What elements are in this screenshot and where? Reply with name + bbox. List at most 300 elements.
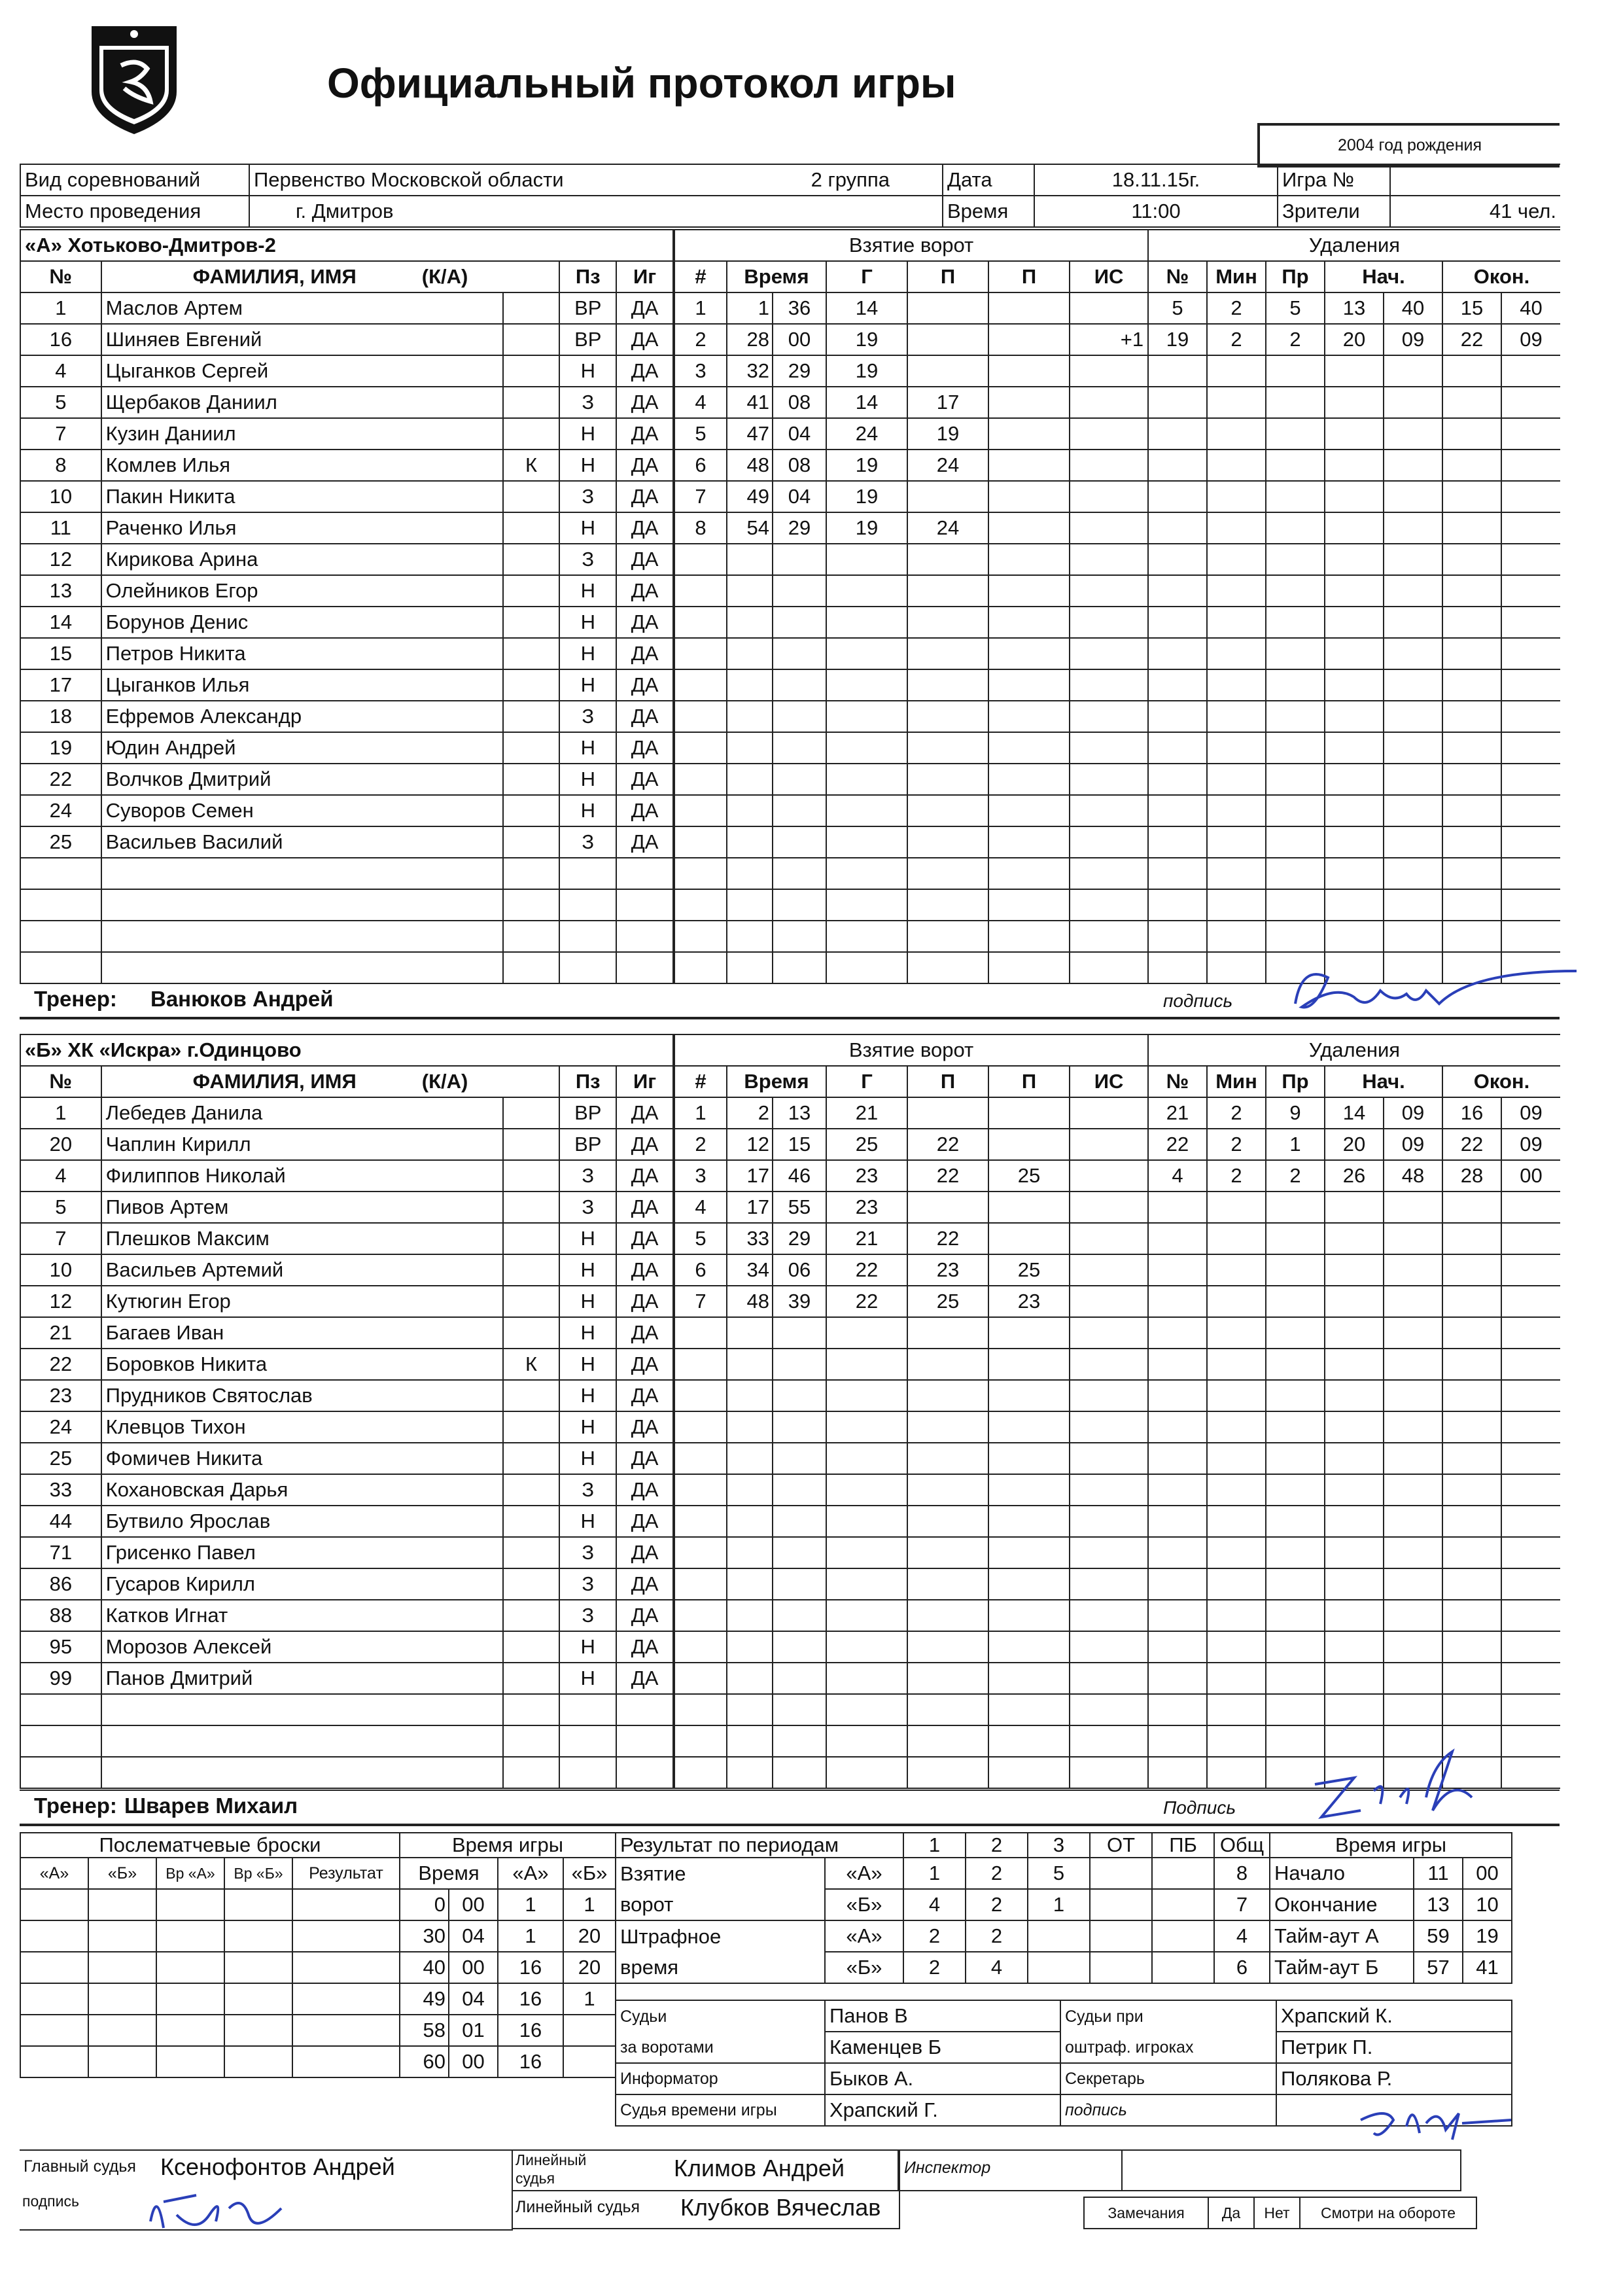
- penalty-reason: [1266, 1474, 1325, 1506]
- goal-scorer: [826, 575, 907, 607]
- goal-row: [674, 921, 1148, 952]
- penalty-end-sec: [1501, 418, 1560, 450]
- goal-number: [674, 701, 727, 732]
- player-captain: [503, 764, 560, 795]
- goal-second: [773, 795, 826, 826]
- penalty-start-min: [1325, 575, 1384, 607]
- penalty-end-min: [1442, 575, 1501, 607]
- goal-assist-1: 24: [907, 450, 988, 481]
- penalty-player: [1148, 355, 1207, 387]
- goal-scorer: [826, 732, 907, 764]
- player-name: Волчков Дмитрий: [101, 764, 503, 795]
- goal-situation: [1070, 638, 1148, 669]
- goal-minute: 17: [727, 1192, 773, 1223]
- player-played: ДА: [616, 1663, 673, 1694]
- penalty-row: [1148, 418, 1560, 450]
- player-captain: К: [503, 450, 560, 481]
- penalty-player: [1148, 1192, 1207, 1223]
- goal-row: [674, 1694, 1148, 1725]
- goal-row: [674, 450, 1148, 481]
- goal-number: 7: [674, 481, 727, 512]
- player-row: [20, 701, 673, 732]
- penalty-start-sec: [1384, 1317, 1442, 1349]
- col-pen-min: Мин: [1207, 1066, 1266, 1097]
- penalty-start-sec: [1384, 1631, 1442, 1663]
- penalty-row: [1148, 732, 1560, 764]
- goal-situation: [1070, 1097, 1148, 1129]
- player-number: 10: [20, 1254, 101, 1286]
- gametime-table: [399, 1832, 616, 2078]
- goal-minute: [727, 858, 773, 889]
- goal-minute: 34: [727, 1254, 773, 1286]
- penalty-player: [1148, 544, 1207, 575]
- player-name: Суворов Семен: [101, 795, 503, 826]
- player-name: Ефремов Александр: [101, 701, 503, 732]
- penalty-end-min: [1442, 544, 1501, 575]
- penalty-minutes: [1207, 858, 1266, 889]
- goal-row: [674, 889, 1148, 921]
- player-row: [20, 1694, 673, 1725]
- shootout-col-a: «А»: [20, 1858, 88, 1889]
- penalty-end-min: [1442, 1568, 1501, 1600]
- player-row: [20, 1097, 673, 1129]
- remarks-yes[interactable]: Да: [1208, 2197, 1254, 2229]
- player-captain: [503, 481, 560, 512]
- player-number: [20, 858, 101, 889]
- time-summary-title: Время игры: [1270, 1833, 1512, 1858]
- player-number: 11: [20, 512, 101, 544]
- remarks-no[interactable]: Нет: [1254, 2197, 1300, 2229]
- period-col-total: Общ: [1214, 1833, 1270, 1858]
- penalty-start-min: [1325, 450, 1384, 481]
- player-name: Шиняев Евгений: [101, 324, 503, 355]
- goal-scorer: [826, 1317, 907, 1349]
- player-name: Прудников Святослав: [101, 1380, 503, 1411]
- gametime-minute: 0: [400, 1889, 449, 1920]
- penalty-start-sec: [1384, 1286, 1442, 1317]
- penalty-end-sec: [1501, 1568, 1560, 1600]
- player-played: [616, 1694, 673, 1725]
- penalty-start-min: [1325, 418, 1384, 450]
- col-pen-start: Нач.: [1325, 1066, 1442, 1097]
- goal-scorer: [826, 1474, 907, 1506]
- penalty-reason: [1266, 795, 1325, 826]
- goal-number: [674, 1506, 727, 1537]
- penalty-minutes: [1207, 1568, 1266, 1600]
- player-row: [20, 952, 673, 983]
- player-name: Кирикова Арина: [101, 544, 503, 575]
- penalty-start-sec: [1384, 795, 1442, 826]
- goals-a-p1: 1: [903, 1858, 966, 1889]
- player-number: 33: [20, 1474, 101, 1506]
- goal-row: [674, 607, 1148, 638]
- penalty-row: [1148, 669, 1560, 701]
- player-played: ДА: [616, 1474, 673, 1506]
- penalty-reason: [1266, 1317, 1325, 1349]
- player-row: [20, 324, 673, 355]
- penalty-end-min: [1442, 669, 1501, 701]
- penalty-start-sec: [1384, 1192, 1442, 1223]
- player-played: ДА: [616, 1254, 673, 1286]
- goal-second: 39: [773, 1286, 826, 1317]
- penalty-end-min: 16: [1442, 1097, 1501, 1129]
- goal-assist-1: 24: [907, 512, 988, 544]
- goal-row: [674, 1097, 1148, 1129]
- goal-number: [674, 575, 727, 607]
- penalty-minutes: [1207, 1694, 1266, 1725]
- goal-minute: [727, 638, 773, 669]
- gametime-second: 01: [449, 2015, 498, 2046]
- goal-situation: [1070, 1757, 1148, 1788]
- player-row: [20, 450, 673, 481]
- penalty-end-min: [1442, 1411, 1501, 1443]
- penalty-minutes: [1207, 387, 1266, 418]
- head-ref-label: Главный судья: [24, 2157, 136, 2176]
- penalty-row: [1148, 450, 1560, 481]
- col-pen-start: Нач.: [1325, 261, 1442, 292]
- player-row: [20, 1568, 673, 1600]
- goal-minute: [727, 1663, 773, 1694]
- goal-situation: [1070, 764, 1148, 795]
- goal-situation: [1070, 1286, 1148, 1317]
- penalty-minutes: 2: [1207, 1129, 1266, 1160]
- goal-second: [773, 1317, 826, 1349]
- penalty-minutes: [1207, 1380, 1266, 1411]
- player-name: Васильев Василий: [101, 826, 503, 858]
- goal-minute: [727, 889, 773, 921]
- player-row: [20, 1474, 673, 1506]
- officials-sign-label: подпись: [1060, 2094, 1276, 2126]
- penalty-player: [1148, 795, 1207, 826]
- penalty-reason: [1266, 481, 1325, 512]
- player-position: З: [559, 481, 616, 512]
- penalty-minutes: [1207, 481, 1266, 512]
- shootout-title: Послематчевые броски: [20, 1833, 400, 1858]
- penalty-player: 21: [1148, 1097, 1207, 1129]
- shootout-col-tb: Вр «Б»: [224, 1858, 292, 1889]
- goal-situation: [1070, 1349, 1148, 1380]
- gametime-col-b: «Б»: [563, 1858, 616, 1889]
- linesman1: Климов Андрей: [674, 2155, 845, 2181]
- penalty-end-min: [1442, 1600, 1501, 1631]
- goal-assist-1: 22: [907, 1160, 988, 1192]
- time-label: Время: [943, 196, 1034, 227]
- penalty-minutes: [1207, 1192, 1266, 1223]
- player-number: [20, 1757, 101, 1788]
- penalty-start-sec: [1384, 1254, 1442, 1286]
- penalty-reason: 5: [1266, 292, 1325, 324]
- penalty-start-min: [1325, 1349, 1384, 1380]
- penalty-end-min: [1442, 418, 1501, 450]
- player-row: [20, 1506, 673, 1537]
- goal-situation: [1070, 669, 1148, 701]
- player-name: Раченко Илья: [101, 512, 503, 544]
- player-played: [616, 889, 673, 921]
- penalty-start-sec: [1384, 1411, 1442, 1443]
- player-name: Бутвило Ярослав: [101, 1506, 503, 1537]
- col-goal-g: Г: [826, 261, 907, 292]
- goal-minute: 12: [727, 1129, 773, 1160]
- player-played: ДА: [616, 324, 673, 355]
- player-played: ДА: [616, 418, 673, 450]
- goal-assist-2: [988, 826, 1070, 858]
- goal-scorer: [826, 1568, 907, 1600]
- goal-number: 5: [674, 1223, 727, 1254]
- goal-row: [674, 1254, 1148, 1286]
- penalty-start-sec: [1384, 1506, 1442, 1537]
- penalty-start-sec: [1384, 1663, 1442, 1694]
- goal-second: [773, 1443, 826, 1474]
- player-name: [101, 858, 503, 889]
- goals-a-ot: [1090, 1858, 1152, 1889]
- penalty-start-sec: [1384, 607, 1442, 638]
- team-a-penalties: [1147, 229, 1560, 984]
- goal-scorer: 23: [826, 1192, 907, 1223]
- goal-judge-1: Панов В: [825, 2000, 1060, 2032]
- player-captain: [503, 512, 560, 544]
- goal-assist-1: [907, 1443, 988, 1474]
- penalty-row: [1148, 292, 1560, 324]
- goal-scorer: 24: [826, 418, 907, 450]
- goal-situation: [1070, 795, 1148, 826]
- penalty-start-sec: [1384, 1380, 1442, 1411]
- gametime-goalie-a: 1: [498, 1920, 563, 1952]
- goal-minute: [727, 575, 773, 607]
- gametime-row: [400, 1889, 616, 1920]
- goal-second: 08: [773, 387, 826, 418]
- goal-second: 06: [773, 1254, 826, 1286]
- secretary-signature: [1348, 2094, 1518, 2146]
- player-played: ДА: [616, 795, 673, 826]
- gametime-goalie-a: 16: [498, 2046, 563, 2077]
- player-played: ДА: [616, 575, 673, 607]
- pim-b-ot: [1090, 1952, 1152, 1983]
- penalty-end-sec: [1501, 1757, 1560, 1788]
- penalty-minutes: 2: [1207, 324, 1266, 355]
- penalty-start-sec: 40: [1384, 292, 1442, 324]
- penalty-reason: [1266, 701, 1325, 732]
- goal-assist-1: [907, 1631, 988, 1663]
- penalty-start-min: [1325, 1192, 1384, 1223]
- goal-minute: 32: [727, 355, 773, 387]
- penalty-reason: [1266, 607, 1325, 638]
- start-m: 00: [1463, 1858, 1512, 1889]
- goal-scorer: [826, 1411, 907, 1443]
- goal-minute: 49: [727, 481, 773, 512]
- period-col-3: 3: [1028, 1833, 1090, 1858]
- penalty-end-sec: [1501, 1349, 1560, 1380]
- goal-scorer: [826, 1506, 907, 1537]
- gametime-goalie-b: 1: [563, 1889, 616, 1920]
- penalty-row: [1148, 355, 1560, 387]
- goal-row: [674, 1349, 1148, 1380]
- goal-minute: [727, 1380, 773, 1411]
- penalty-end-min: [1442, 795, 1501, 826]
- gametime-minute: 49: [400, 1983, 449, 2015]
- player-captain: [503, 1317, 560, 1349]
- player-captain: [503, 1129, 560, 1160]
- gametime-goalie-a: 16: [498, 1952, 563, 1983]
- penalty-end-sec: [1501, 1474, 1560, 1506]
- penalty-start-min: [1325, 1317, 1384, 1349]
- player-row: [20, 1443, 673, 1474]
- penalty-minutes: [1207, 1286, 1266, 1317]
- player-number: 44: [20, 1506, 101, 1537]
- goal-situation: [1070, 921, 1148, 952]
- player-row: [20, 1631, 673, 1663]
- goal-row: [674, 544, 1148, 575]
- penalty-start-sec: [1384, 387, 1442, 418]
- penalty-start-min: [1325, 764, 1384, 795]
- penalty-reason: 2: [1266, 1160, 1325, 1192]
- goal-number: [674, 1568, 727, 1600]
- goal-number: [674, 1757, 727, 1788]
- goal-scorer: [826, 889, 907, 921]
- penalty-reason: [1266, 826, 1325, 858]
- goal-number: [674, 1474, 727, 1506]
- penalty-end-min: [1442, 1474, 1501, 1506]
- col-goal-num: #: [674, 1066, 727, 1097]
- goal-situation: [1070, 607, 1148, 638]
- penalty-start-sec: [1384, 512, 1442, 544]
- player-number: 7: [20, 418, 101, 450]
- player-name: Грисенко Павел: [101, 1537, 503, 1568]
- player-position: ВР: [559, 324, 616, 355]
- penalty-end-sec: [1501, 1663, 1560, 1694]
- gametime-goalie-b: 20: [563, 1952, 616, 1983]
- goal-number: 8: [674, 512, 727, 544]
- shootout-col-b: «Б»: [88, 1858, 156, 1889]
- penalty-row: [1148, 575, 1560, 607]
- player-row: [20, 858, 673, 889]
- penalty-end-sec: 09: [1501, 1097, 1560, 1129]
- goal-assist-2: [988, 701, 1070, 732]
- goal-assist-1: [907, 764, 988, 795]
- goal-second: 04: [773, 418, 826, 450]
- goal-minute: [727, 1349, 773, 1380]
- penalty-end-min: [1442, 638, 1501, 669]
- col-goal-is: ИС: [1070, 261, 1148, 292]
- goal-minute: [727, 1600, 773, 1631]
- player-number: 10: [20, 481, 101, 512]
- goal-assist-2: [988, 1694, 1070, 1725]
- penalty-reason: [1266, 1254, 1325, 1286]
- player-name: Гусаров Кирилл: [101, 1568, 503, 1600]
- player-position: З: [559, 387, 616, 418]
- player-played: [616, 1757, 673, 1788]
- penalty-start-min: [1325, 669, 1384, 701]
- player-played: ДА: [616, 1317, 673, 1349]
- penalty-end-sec: [1501, 1600, 1560, 1631]
- goals-b-ot: [1090, 1889, 1152, 1920]
- penalty-start-sec: [1384, 732, 1442, 764]
- goal-assist-1: [907, 952, 988, 983]
- player-name: Багаев Иван: [101, 1317, 503, 1349]
- goal-assist-2: [988, 387, 1070, 418]
- penalty-player: [1148, 1506, 1207, 1537]
- goal-second: [773, 1694, 826, 1725]
- goal-minute: [727, 1474, 773, 1506]
- col-goal-num: #: [674, 261, 727, 292]
- penalty-start-min: [1325, 921, 1384, 952]
- goal-second: 29: [773, 1223, 826, 1254]
- pim-b-p2: 4: [966, 1952, 1028, 1983]
- penalty-row: [1148, 1474, 1560, 1506]
- pen-judge-2: Петрик П.: [1276, 2032, 1512, 2063]
- goal-number: 5: [674, 418, 727, 450]
- goal-assist-1: [907, 1694, 988, 1725]
- penalty-end-min: [1442, 387, 1501, 418]
- player-position: Н: [559, 1663, 616, 1694]
- goal-assist-1: [907, 1537, 988, 1568]
- goal-second: [773, 1537, 826, 1568]
- penalty-end-sec: [1501, 638, 1560, 669]
- player-name: [101, 921, 503, 952]
- goal-minute: [727, 1537, 773, 1568]
- game-value: [1390, 164, 1560, 196]
- penalty-minutes: 2: [1207, 1097, 1266, 1129]
- goal-number: [674, 1631, 727, 1663]
- goal-scorer: [826, 607, 907, 638]
- goal-second: [773, 764, 826, 795]
- penalty-minutes: [1207, 1443, 1266, 1474]
- goal-situation: [1070, 1506, 1148, 1537]
- goal-situation: +1: [1070, 324, 1148, 355]
- place-label: Место проведения: [20, 196, 249, 227]
- player-row: [20, 638, 673, 669]
- penalty-player: 4: [1148, 1160, 1207, 1192]
- goal-scorer: 19: [826, 481, 907, 512]
- penalty-row: [1148, 1223, 1560, 1254]
- goal-second: 29: [773, 355, 826, 387]
- penalty-start-min: [1325, 1380, 1384, 1411]
- linesman1-label: [515, 2151, 586, 2187]
- player-row: [20, 732, 673, 764]
- team-b-penalties: [1147, 1034, 1560, 1789]
- player-row: [20, 1663, 673, 1694]
- goal-scorer: 19: [826, 355, 907, 387]
- goal-situation: [1070, 952, 1148, 983]
- player-played: [616, 858, 673, 889]
- game-time-summary: [1269, 1832, 1512, 1984]
- goal-assist-1: [907, 607, 988, 638]
- penalty-start-min: 20: [1325, 324, 1384, 355]
- goal-judges-label-1: Судьи: [616, 2000, 825, 2032]
- penalty-row: [1148, 387, 1560, 418]
- player-captain: [503, 575, 560, 607]
- player-captain: [503, 638, 560, 669]
- goal-scorer: 21: [826, 1223, 907, 1254]
- player-captain: [503, 826, 560, 858]
- goal-second: [773, 1631, 826, 1663]
- player-captain: [503, 1474, 560, 1506]
- player-name: Петров Никита: [101, 638, 503, 669]
- penalty-end-sec: [1501, 355, 1560, 387]
- penalty-row: [1148, 1411, 1560, 1443]
- birth-year: 2004 год рождения: [1259, 124, 1560, 166]
- penalty-row: [1148, 1097, 1560, 1129]
- goal-number: [674, 764, 727, 795]
- penalty-start-sec: [1384, 889, 1442, 921]
- goal-number: 7: [674, 1286, 727, 1317]
- penalty-player: [1148, 638, 1207, 669]
- player-position: Н: [559, 1443, 616, 1474]
- penalty-end-min: [1442, 1631, 1501, 1663]
- penalties-title: Удаления: [1148, 230, 1560, 261]
- goal-row: [674, 1411, 1148, 1443]
- start-label: Начало: [1270, 1858, 1414, 1889]
- goal-assist-2: 25: [988, 1160, 1070, 1192]
